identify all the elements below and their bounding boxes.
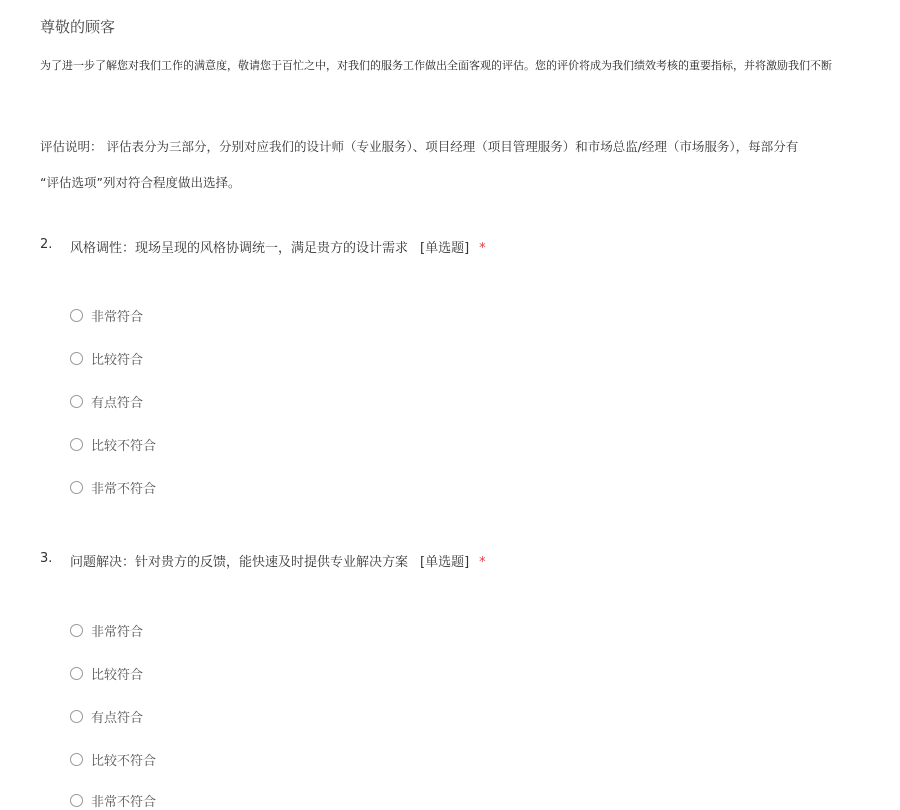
option-somewhat-consistent[interactable] [70, 707, 143, 725]
radio-circle-icon[interactable] [70, 753, 83, 766]
radio-circle-icon[interactable] [70, 438, 83, 451]
required-marker: * [479, 555, 486, 570]
instructions-line-2: “评估选项”列对符合程度做出选择。 [40, 175, 241, 190]
option-label: 比较符合 [91, 667, 144, 683]
option-fairly-inconsistent[interactable] [70, 435, 156, 453]
question-number: 2. [40, 237, 53, 252]
radio-circle-icon[interactable] [70, 352, 83, 365]
radio-circle-icon[interactable] [70, 395, 83, 408]
option-label: 比较符合 [91, 352, 144, 368]
option-very-consistent[interactable] [70, 621, 143, 639]
required-marker: * [479, 241, 486, 256]
option-very-inconsistent[interactable] [70, 478, 156, 496]
question-text-wrap [70, 551, 486, 570]
question-title [40, 237, 900, 257]
question-text-wrap [70, 237, 486, 256]
option-label: 非常符合 [91, 309, 144, 325]
greeting-heading: 尊敬的顾客 [40, 18, 116, 36]
option-label: 比较不符合 [91, 753, 157, 769]
option-label: 有点符合 [91, 395, 144, 411]
radio-circle-icon[interactable] [70, 667, 83, 680]
option-fairly-consistent[interactable] [70, 664, 143, 682]
radio-circle-icon[interactable] [70, 624, 83, 637]
question-text: 风格调性：现场呈现的风格协调统一，满足贵方的设计需求 [70, 241, 409, 256]
option-fairly-consistent[interactable] [70, 349, 143, 367]
radio-circle-icon[interactable] [70, 309, 83, 322]
question-text: 问题解决：针对贵方的反馈，能快速及时提供专业解决方案 [70, 555, 409, 570]
instructions-line-1: 评估说明： 评估表分为三部分，分别对应我们的设计师（专业服务）、项目经理（项目管理服务）和市场总监/经理（市场服务），每部分有 [40, 139, 799, 154]
option-somewhat-consistent[interactable] [70, 392, 143, 410]
question-3 [40, 551, 900, 810]
option-label: 非常不符合 [91, 794, 157, 810]
option-label: 非常符合 [91, 624, 144, 640]
question-type-tag: [单选题] [420, 241, 470, 256]
option-very-inconsistent[interactable] [70, 791, 156, 809]
option-very-consistent[interactable] [70, 306, 143, 324]
question-number: 3. [40, 551, 53, 566]
question-2 [40, 237, 900, 497]
option-fairly-inconsistent[interactable] [70, 750, 156, 768]
question-type-tag: [单选题] [420, 555, 470, 570]
question-title [40, 551, 900, 571]
radio-circle-icon[interactable] [70, 794, 83, 807]
option-label: 有点符合 [91, 710, 144, 726]
radio-circle-icon[interactable] [70, 710, 83, 723]
intro-text: 为了进一步了解您对我们工作的满意度，敬请您于百忙之中，对我们的服务工作做出全面客观的评估。您的评价将成为我们绩效考核的重要指标，并将激励我们不断 [40, 59, 832, 72]
radio-circle-icon[interactable] [70, 481, 83, 494]
option-label: 非常不符合 [91, 481, 157, 497]
option-label: 比较不符合 [91, 438, 157, 454]
